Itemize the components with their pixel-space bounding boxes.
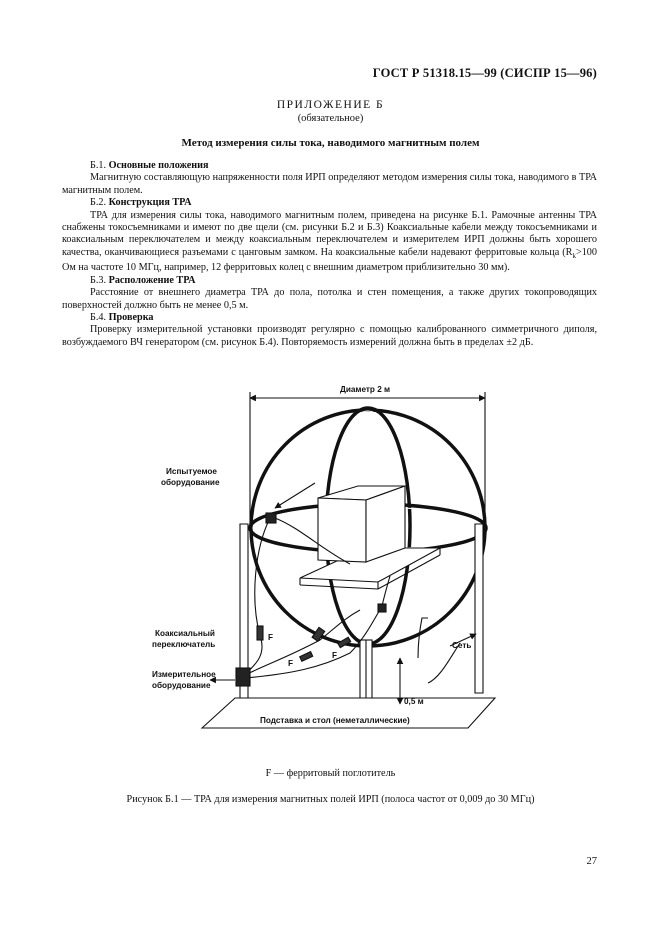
section-title: Метод измерения силы тока, наводимого магнитным полем — [181, 137, 480, 149]
current-probe-bottom — [378, 604, 386, 612]
section-b1-heading: Б.1. Основные положения — [90, 160, 209, 171]
switch-label: Коаксиальный — [155, 629, 215, 638]
ferrite-mark-1: F — [268, 633, 274, 642]
svg-text:переключатель: переключатель — [152, 640, 216, 649]
mains-label: Сеть — [452, 641, 472, 650]
figure-legend: F — ферритовый поглотитель — [265, 768, 396, 779]
stand-label: Подставка и стол (неметаллические) — [260, 716, 410, 725]
current-probe-left — [266, 513, 276, 523]
appendix-title: ПРИЛОЖЕНИЕ Б — [276, 99, 385, 111]
ferrite-mark-2: F — [288, 659, 294, 668]
svg-text:оборудование: оборудование — [152, 681, 211, 690]
coaxial-switch — [236, 668, 250, 686]
figure-tra-diagram — [150, 378, 530, 730]
height-label: 0,5 м — [404, 697, 424, 706]
body-text — [62, 160, 597, 349]
section-b2-heading: Б.2. Конструкция ТРА — [90, 197, 192, 209]
diameter-label: Диаметр 2 м — [340, 385, 391, 394]
section-b3-heading: Б.3. Расположение ТРА — [90, 274, 196, 286]
page-number: 27 — [586, 856, 597, 867]
section-b3-text: Расстояние от внешнего диаметра ТРА до пола, потолка и стен помещения, а также других токопроводящих поверхностей должно быть не менее 0,5 м. — [62, 287, 597, 311]
section-b4-heading: Б.4. Проверка — [90, 311, 154, 323]
eut-label: Испытуемое — [166, 467, 217, 476]
document-header: ГОСТ Р 51318.15—99 (СИСПР 15—96) — [372, 66, 597, 80]
svg-text:оборудование: оборудование — [161, 478, 220, 487]
eut-box — [318, 486, 405, 562]
section-b1-text: Магнитную составляющую напряженности поля ИРП определяют методом измерения силы тока, наводимого в ТРА магнитным полем. — [62, 172, 597, 196]
appendix-status: (обязательное) — [297, 113, 364, 124]
ferrite-mark-3: F — [332, 651, 338, 660]
section-b4-text: Проверку измерительной установки производят регулярно с помощью калиброванного симметричного диполя, возбуждаемого ВЧ генератором (см. рисунок Б.4). Повторяемость измерений должна быть в пределах ±2 дБ. — [62, 324, 597, 348]
ferrite-1 — [257, 626, 263, 640]
section-b2-text: ТРА для измерения силы тока, наводимого магнитным полем, приведена на рисунке Б.1. Рамочные антенны ТРА снабжены токосъемниками и имеют по две щели (см. рисунки Б.2 и Б.3) Коаксиальные кабели между токосъемниками и коаксиальным переключателем и между коаксиальным переключателем и измерителем ИРП должны быть хорошего качества, оканчивающиеся разъемами с цанговым замком. На коаксиальные кабели надевают ферритовые кольца ($R_k>100$ Ом на частоте 10 МГц, например, 12 ферритовых колец с внешним диаметром приблизительно 30 мм). — [62, 209, 597, 274]
ferrite-2 — [300, 652, 313, 662]
meter-label: Измерительное — [152, 670, 216, 679]
figure-caption: Рисунок Б.1 — ТРА для измерения магнитных полей ИРП (полоса частот от 0,009 до 30 МГц) — [126, 794, 535, 805]
